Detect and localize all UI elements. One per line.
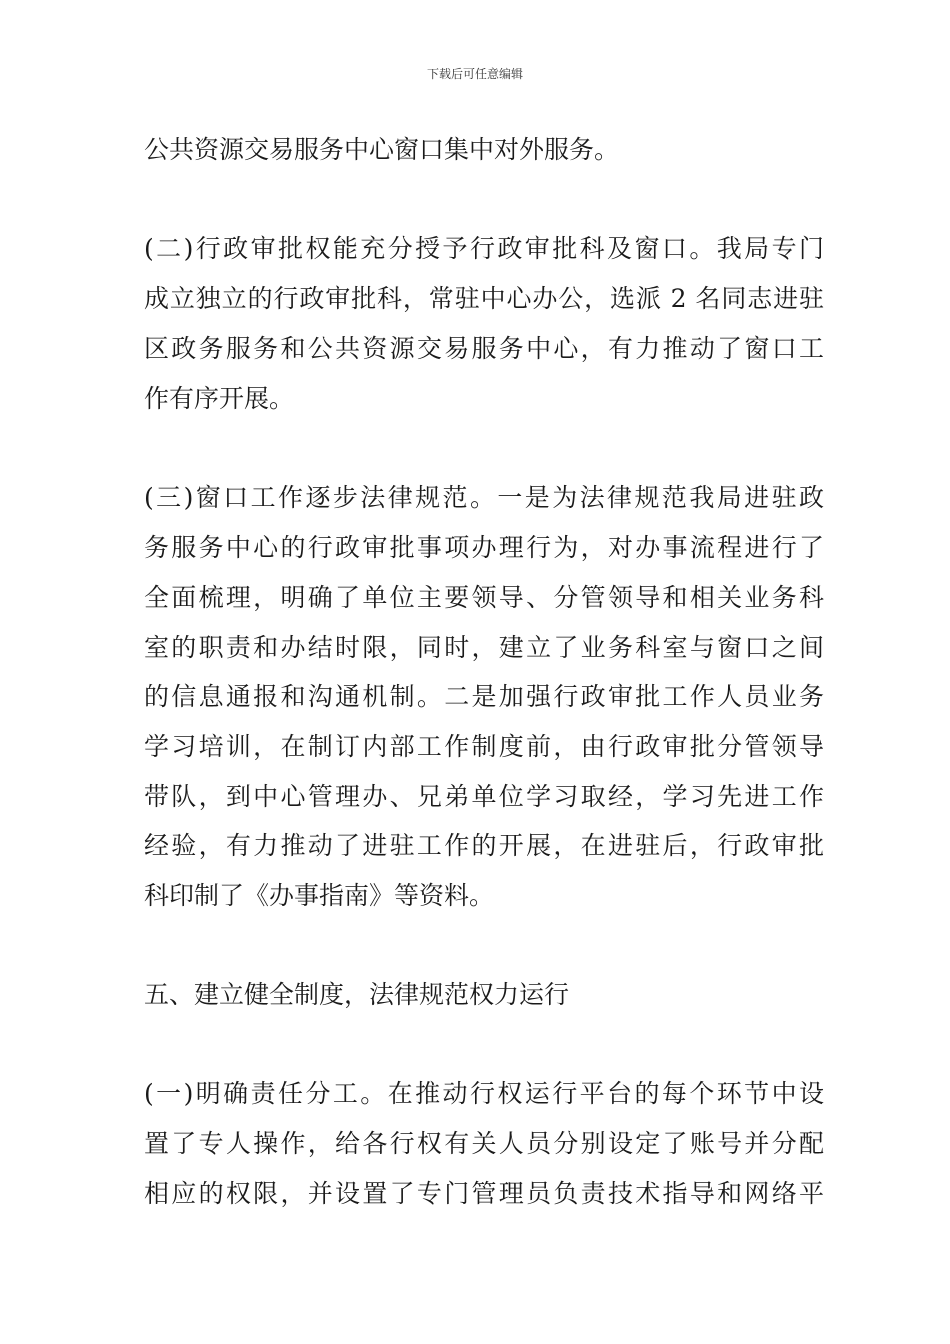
text-line: (二)行政审批权能充分授予行政审批科及窗口。我局专门 (144, 234, 824, 263)
page-header: 下载后可任意编辑 (426, 67, 523, 81)
text-line: 置了专人操作，给各行权有关人员分别设定了账号并分配 (144, 1129, 824, 1158)
text-line: 的信息通报和沟通机制。二是加强行政审批工作人员业务 (144, 682, 824, 711)
text-line: 成立独立的行政审批科，常驻中心办公，选派 2 名同志进驻 (144, 284, 824, 313)
text-line: 经验，有力推动了进驻工作的开展，在进驻后，行政审批 (144, 831, 824, 860)
text-line: 室的职责和办结时限，同时，建立了业务科室与窗口之间 (144, 633, 824, 662)
text-line: 公共资源交易服务中心窗口集中对外服务。 (144, 135, 620, 164)
text-line: 科印制了《办事指南》等资料。 (144, 881, 495, 910)
text-line: 务服务中心的行政审批事项办理行为，对办事流程进行了 (144, 533, 824, 562)
section-heading: 五、建立健全制度，法律规范权力运行 (144, 980, 570, 1009)
text-line: 带队，到中心管理办、兄弟单位学习取经，学习先进工作 (144, 782, 824, 811)
text-line: 相应的权限，并设置了专门管理员负责技术指导和网络平 (144, 1179, 824, 1208)
text-line: 作有序开展。 (144, 384, 295, 413)
text-line: 学习培训，在制订内部工作制度前，由行政审批分管领导 (144, 732, 824, 761)
text-line: 区政务服务和公共资源交易服务中心，有力推动了窗口工 (144, 334, 824, 363)
text-line: (一)明确责任分工。在推动行权运行平台的每个环节中设 (144, 1079, 824, 1108)
text-line: 全面梳理，明确了单位主要领导、分管领导和相关业务科 (144, 583, 824, 612)
text-line: (三)窗口工作逐步法律规范。一是为法律规范我局进驻政 (144, 483, 824, 512)
